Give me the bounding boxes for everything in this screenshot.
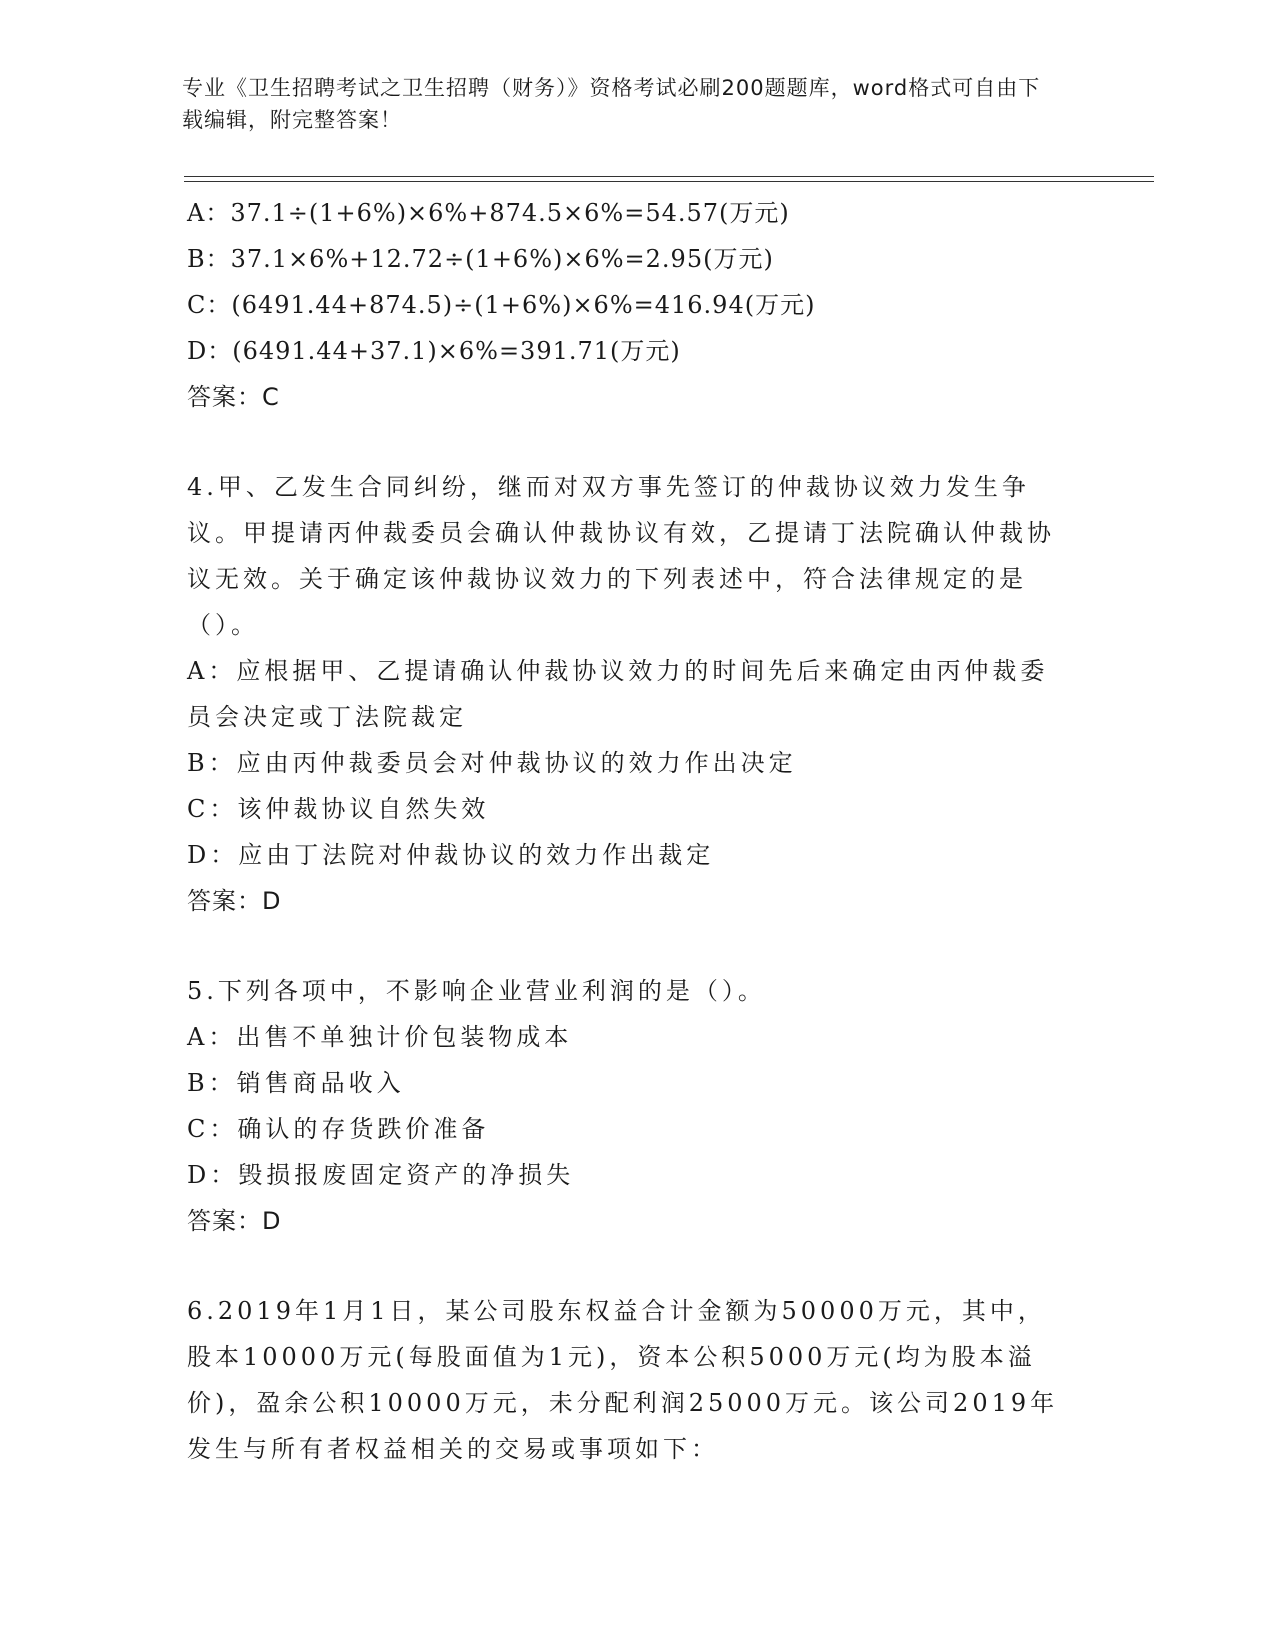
q4-option-a: A：应根据甲、乙提请确认仲裁协议效力的时间先后来确定由丙仲裁委员会决定或丁法院裁定 xyxy=(187,657,1049,731)
q3-option-a: A：37.1÷(1+6%)×6%+874.5×6%=54.57(万元) xyxy=(187,199,790,227)
q4-answer: 答案：D xyxy=(187,887,282,915)
q3-option-d: D：(6491.44+37.1)×6%=391.71(万元) xyxy=(187,337,681,365)
spacer xyxy=(187,924,1067,968)
q4-option-b: B：应由丙仲裁委员会对仲裁协议的效力作出决定 xyxy=(187,749,797,777)
q3-answer: 答案：C xyxy=(187,383,280,411)
q6-stem: 6.2019年1月1日，某公司股东权益合计金额为50000万元，其中，股本10000万元(每股面值为1元)，资本公积5000万元(均为股本溢价)，盈余公积10000万元，未分配利润25000万元。该公司2019年发生与所有者权益相关的交易或事项如下： xyxy=(187,1297,1059,1463)
question-content xyxy=(187,190,1067,1472)
q4-stem: 4.甲、乙发生合同纠纷，继而对双方事先签订的仲裁协议效力发生争议。甲提请丙仲裁委员会确认仲裁协议有效，乙提请丁法院确认仲裁协议无效。关于确定该仲裁协议效力的下列表述中，符合法律规定的是（）。 xyxy=(187,473,1055,639)
q3-option-c: C：(6491.44+874.5)÷(1+6%)×6%=416.94(万元) xyxy=(187,291,816,319)
q4-option-d: D：应由丁法院对仲裁协议的效力作出裁定 xyxy=(187,841,715,869)
header-divider-bottom xyxy=(184,181,1154,182)
q5-option-b: B：销售商品收入 xyxy=(187,1069,405,1097)
q5-stem: 5.下列各项中，不影响企业营业利润的是（）。 xyxy=(187,977,766,1005)
document-header: 专业《卫生招聘考试之卫生招聘（财务）》资格考试必刷200题题库，word格式可自由下载编辑，附完整答案！ xyxy=(182,76,1041,132)
spacer xyxy=(187,420,1067,464)
q3-option-b: B：37.1×6%+12.72÷(1+6%)×6%=2.95(万元) xyxy=(187,245,774,273)
spacer xyxy=(187,1244,1067,1288)
q5-option-c: C：确认的存货跌价准备 xyxy=(187,1115,490,1143)
q5-answer: 答案：D xyxy=(187,1207,282,1235)
q4-option-c: C：该仲裁协议自然失效 xyxy=(187,795,490,823)
q5-option-a: A：出售不单独计价包装物成本 xyxy=(187,1023,573,1051)
q5-option-d: D：毁损报废固定资产的净损失 xyxy=(187,1161,575,1189)
header-divider-top xyxy=(184,176,1154,177)
